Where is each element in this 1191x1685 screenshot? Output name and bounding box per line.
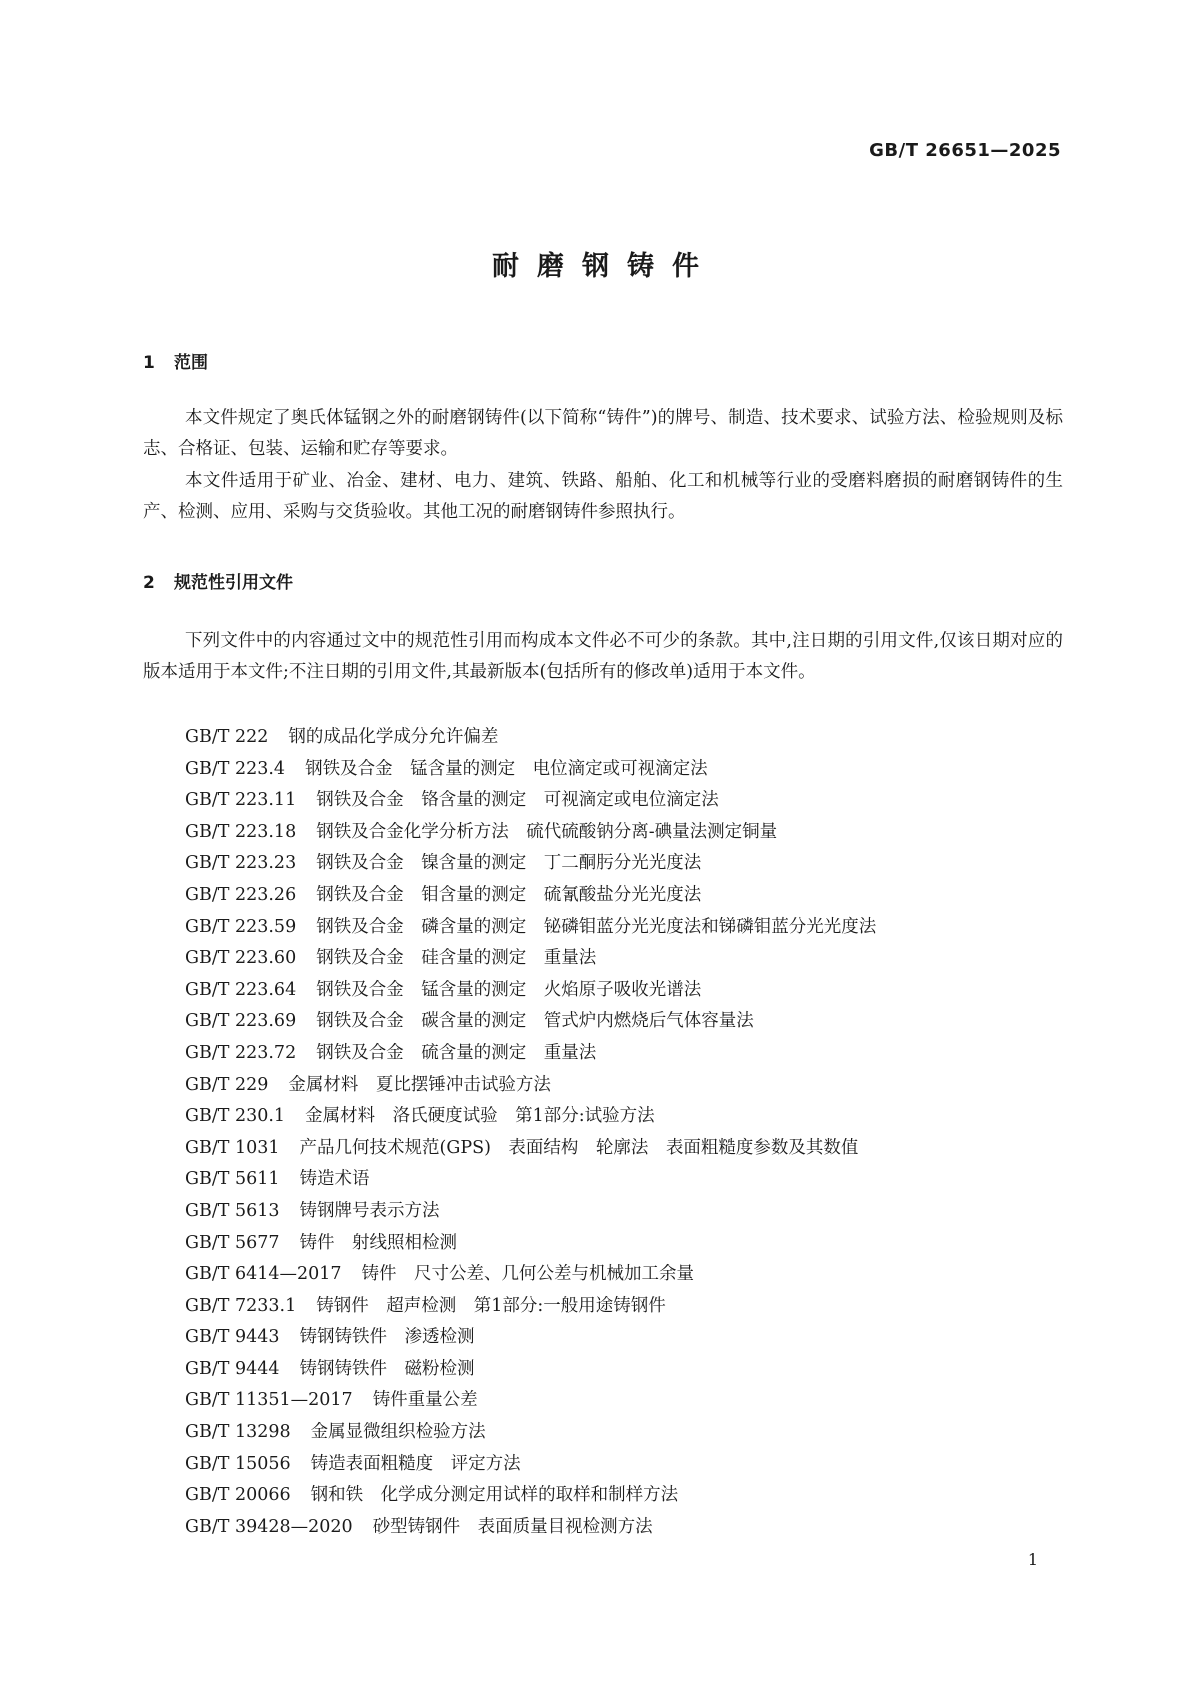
reference-title: 铸造术语	[299, 1169, 370, 1190]
reference-code: GB/T 9443	[185, 1327, 280, 1348]
reference-item	[185, 1449, 1065, 1481]
reference-item	[185, 1512, 1065, 1544]
reference-code: GB/T 9444	[185, 1358, 280, 1379]
reference-list	[185, 722, 1065, 1543]
reference-code: GB/T 1031	[185, 1137, 280, 1158]
reference-title: 钢铁及合金 碳含量的测定 管式炉内燃烧后气体容量法	[316, 1011, 754, 1032]
reference-code: GB/T 223.26	[185, 884, 297, 905]
reference-item	[185, 975, 1065, 1007]
reference-item	[185, 817, 1065, 849]
section-2-title: 规范性引用文件	[174, 573, 293, 593]
reference-item	[185, 1070, 1065, 1102]
reference-title: 铸钢牌号表示方法	[299, 1200, 440, 1221]
reference-item	[185, 1259, 1065, 1291]
reference-title: 砂型铸钢件 表面质量目视检测方法	[372, 1516, 653, 1537]
reference-code: GB/T 223.59	[185, 916, 297, 937]
reference-code: GB/T 223.64	[185, 979, 297, 1000]
reference-item	[185, 1196, 1065, 1228]
reference-code: GB/T 15056	[185, 1453, 291, 1474]
reference-title: 金属材料 夏比摆锤冲击试验方法	[288, 1074, 551, 1095]
reference-item	[185, 848, 1065, 880]
reference-item	[185, 1133, 1065, 1165]
reference-item	[185, 1480, 1065, 1512]
reference-item	[185, 785, 1065, 817]
reference-title: 钢铁及合金 硫含量的测定 重量法	[316, 1042, 597, 1063]
section-2-intro: 下列文件中的内容通过文中的规范性引用而构成本文件必不可少的条款。其中,注日期的引用文件,仅该日期对应的版本适用于本文件;不注日期的引用文件,其最新版本(包括所有的修改单)适用于本文件。	[143, 631, 1063, 682]
reference-item	[185, 722, 1065, 754]
reference-title: 钢铁及合金 铬含量的测定 可视滴定或电位滴定法	[316, 790, 719, 811]
document-title: 耐磨钢铸件	[492, 251, 717, 282]
reference-item	[185, 1038, 1065, 1070]
reference-title: 铸件重量公差	[372, 1390, 478, 1411]
section-1-paragraph-1: 本文件规定了奥氏体锰钢之外的耐磨钢铸件(以下简称“铸件”)的牌号、制造、技术要求、试验方法、检验规则及标志、合格证、包装、运输和贮存等要求。	[143, 408, 1063, 459]
reference-title: 钢铁及合金 磷含量的测定 铋磷钼蓝分光光度法和锑磷钼蓝分光光度法	[316, 916, 877, 937]
reference-item	[185, 1006, 1065, 1038]
reference-title: 铸钢铸铁件 磁粉检测	[299, 1358, 475, 1379]
reference-item	[185, 1101, 1065, 1133]
page-number: 1	[1027, 1550, 1038, 1569]
reference-title: 钢的成品化学成分允许偏差	[288, 727, 499, 747]
reference-title: 铸件 射线照相检测	[299, 1232, 458, 1253]
reference-title: 产品几何技术规范(GPS) 表面结构 轮廓法 表面粗糙度参数及其数值	[299, 1137, 859, 1158]
reference-item	[185, 1291, 1065, 1323]
reference-code: GB/T 223.23	[185, 853, 297, 874]
reference-title: 钢和铁 化学成分测定用试样的取样和制样方法	[310, 1485, 679, 1506]
reference-code: GB/T 230.1	[185, 1106, 286, 1127]
reference-title: 钢铁及合金 钼含量的测定 硫氰酸盐分光光度法	[316, 884, 702, 905]
section-1-number: 1	[143, 353, 155, 373]
reference-code: GB/T 20066	[185, 1485, 291, 1506]
section-1-heading	[143, 348, 208, 373]
reference-code: GB/T 5613	[185, 1200, 280, 1221]
section-1-title: 范围	[174, 353, 208, 373]
reference-title: 铸造表面粗糙度 评定方法	[310, 1453, 521, 1474]
reference-code: GB/T 222	[185, 727, 269, 747]
reference-item	[185, 1322, 1065, 1354]
reference-title: 钢铁及合金 镍含量的测定 丁二酮肟分光光度法	[316, 853, 702, 874]
reference-title: 金属显微组织检验方法	[310, 1422, 486, 1443]
reference-code: GB/T 5677	[185, 1232, 280, 1253]
reference-title: 钢铁及合金化学分析方法 硫代硫酸钠分离-碘量法测定铜量	[316, 821, 778, 842]
reference-item	[185, 912, 1065, 944]
reference-item	[185, 1385, 1065, 1417]
reference-item	[185, 943, 1065, 975]
section-1-paragraph-2: 本文件适用于矿业、冶金、建材、电力、建筑、铁路、船舶、化工和机械等行业的受磨料磨损的耐磨钢铸件的生产、检测、应用、采购与交货验收。其他工况的耐磨钢铸件参照执行。	[143, 471, 1063, 522]
reference-title: 钢铁及合金 锰含量的测定 电位滴定或可视滴定法	[305, 758, 708, 779]
section-2-heading	[143, 568, 293, 593]
reference-title: 铸钢件 超声检测 第1部分:一般用途铸钢件	[316, 1295, 666, 1316]
standard-number: GB/T 26651—2025	[869, 140, 1061, 161]
reference-title: 钢铁及合金 硅含量的测定 重量法	[316, 948, 597, 969]
reference-item	[185, 880, 1065, 912]
reference-item	[185, 1417, 1065, 1449]
reference-title: 铸钢铸铁件 渗透检测	[299, 1327, 475, 1348]
reference-item	[185, 754, 1065, 786]
reference-code: GB/T 223.69	[185, 1011, 297, 1032]
section-2-number: 2	[143, 573, 155, 593]
reference-code: GB/T 39428—2020	[185, 1516, 353, 1537]
reference-code: GB/T 7233.1	[185, 1295, 297, 1316]
reference-title: 钢铁及合金 锰含量的测定 火焰原子吸收光谱法	[316, 979, 702, 1000]
reference-code: GB/T 223.4	[185, 758, 286, 779]
reference-item	[185, 1164, 1065, 1196]
reference-code: GB/T 223.60	[185, 948, 297, 969]
reference-item	[185, 1228, 1065, 1260]
reference-code: GB/T 11351—2017	[185, 1390, 353, 1411]
reference-title: 金属材料 洛氏硬度试验 第1部分:试验方法	[305, 1106, 655, 1127]
reference-title: 铸件 尺寸公差、几何公差与机械加工余量	[361, 1264, 695, 1285]
reference-code: GB/T 223.18	[185, 821, 297, 842]
reference-item	[185, 1354, 1065, 1386]
reference-code: GB/T 223.72	[185, 1042, 297, 1063]
reference-code: GB/T 223.11	[185, 790, 297, 811]
reference-code: GB/T 229	[185, 1074, 269, 1095]
reference-code: GB/T 6414—2017	[185, 1264, 342, 1285]
reference-code: GB/T 5611	[185, 1169, 280, 1190]
reference-code: GB/T 13298	[185, 1422, 291, 1443]
